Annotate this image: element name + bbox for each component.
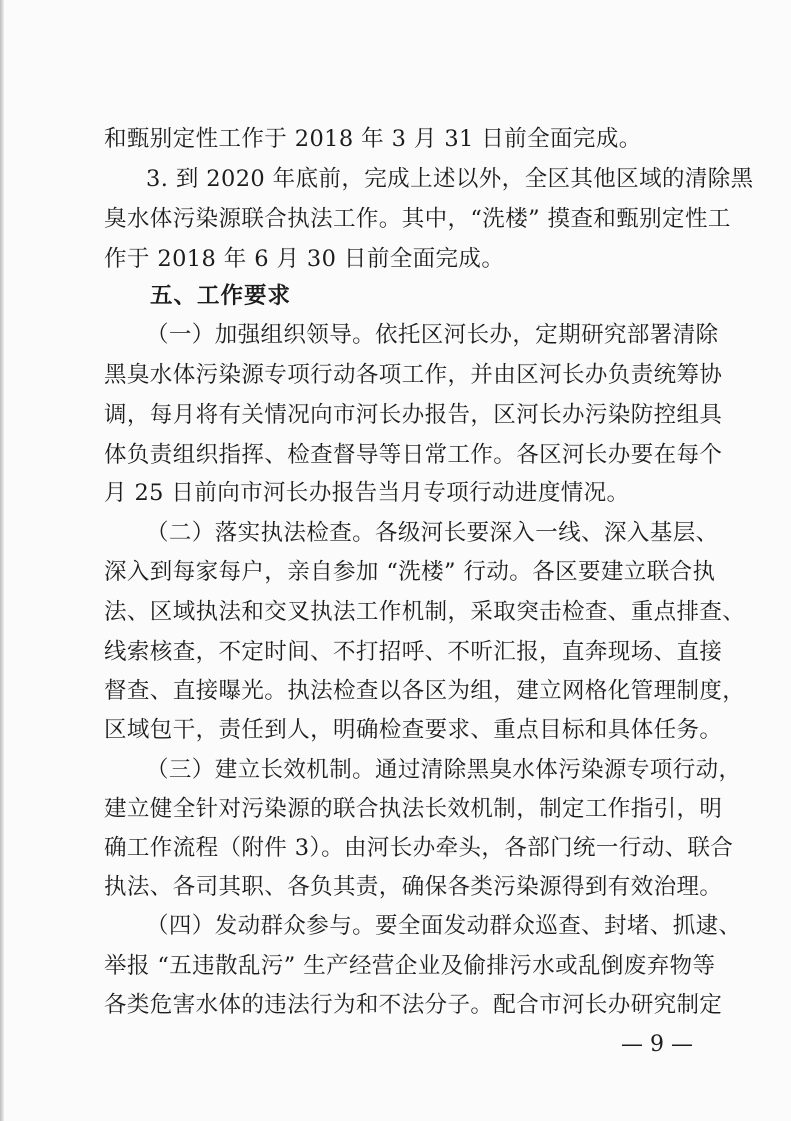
text-line-13: 法、区域执法和交叉执法工作机制，采取突击检查、重点排查、 xyxy=(104,599,746,625)
text-line-1: 和甄别定性工作于 2018 年 3 月 31 日前全面完成。 xyxy=(104,126,642,152)
section-heading: 五、工作要求 xyxy=(150,283,292,309)
text-line-2: 3. 到 2020 年底前，完成上述以外，全区其他区域的清除黑 xyxy=(146,166,754,192)
text-line-16: 区域包干，责任到人，明确检查要求、重点目标和具体任务。 xyxy=(104,717,723,743)
text-line-8: 调，每月将有关情况向市河长办报告，区河长办污染防控组具 xyxy=(104,402,723,428)
text-line-10: 月 25 日前向市河长办报告当月专项行动进度情况。 xyxy=(104,480,630,506)
text-line-12: 深入到每家每户，亲自参加 “洗楼” 行动。各区要建立联合执 xyxy=(104,559,716,585)
text-line-7: 黑臭水体污染源专项行动各项工作，并由区河长办负责统筹协 xyxy=(104,362,723,388)
text-line-15: 督查、直接曝光。执法检查以各区为组，建立网格化管理制度， xyxy=(104,678,746,704)
text-line-22: 举报 “五违散乱污” 生产经营企业及偷排污水或乱倒废弃物等 xyxy=(104,953,716,979)
text-line-4: 作于 2018 年 6 月 30 日前全面完成。 xyxy=(104,246,505,272)
text-line-3: 臭水体污染源联合执法工作。其中，“洗楼” 摸查和甄别定性工 xyxy=(104,206,731,232)
text-line-21: （四）发动群众参与。要全面发动群众巡查、封堵、抓逮、 xyxy=(146,913,742,939)
text-line-11: （二）落实执法检查。各级河长要深入一线、深入基层、 xyxy=(146,520,719,546)
text-line-6: （一）加强组织领导。依托区河长办，定期研究部署清除 xyxy=(146,322,719,348)
text-line-20: 执法、各司其职、各负其责，确保各类污染源得到有效治理。 xyxy=(104,874,723,900)
page-number: — 9 — xyxy=(621,1032,693,1057)
text-line-19: 确工作流程（附件 3）。由河长办牵头，各部门统一行动、联合 xyxy=(104,835,734,861)
page-binding-edge xyxy=(0,0,4,1121)
text-line-14: 线索核查，不定时间、不打招呼、不听汇报，直奔现场、直接 xyxy=(104,639,723,665)
text-line-9: 体负责组织指挥、检查督导等日常工作。各区河长办要在每个 xyxy=(104,442,723,468)
text-line-18: 建立健全针对污染源的联合执法长效机制，制定工作指引，明 xyxy=(104,796,723,822)
text-line-17: （三）建立长效机制。通过清除黑臭水体污染源专项行动， xyxy=(146,757,742,783)
text-line-23: 各类危害水体的违法行为和不法分子。配合市河长办研究制定 xyxy=(104,992,723,1018)
